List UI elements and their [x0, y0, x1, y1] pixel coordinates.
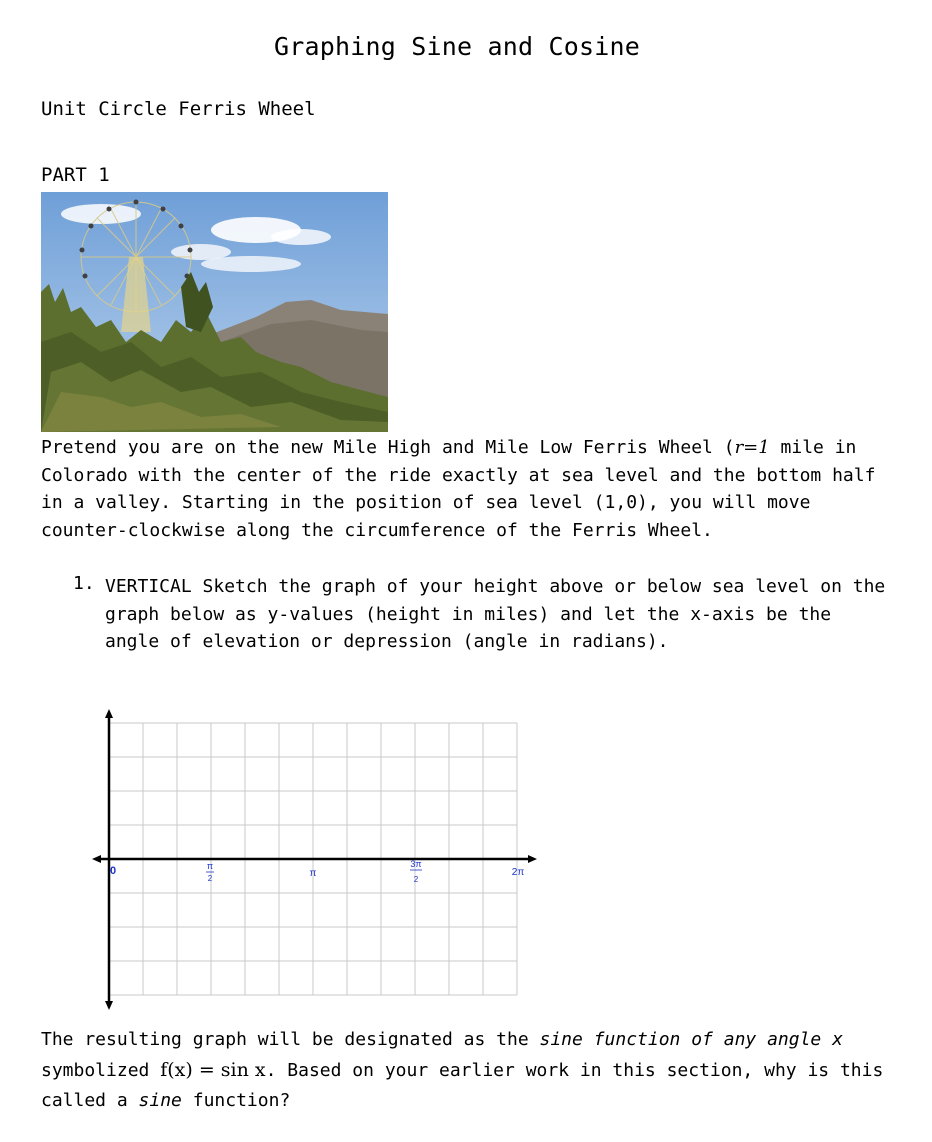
- section-subtitle: Unit Circle Ferris Wheel: [41, 98, 316, 120]
- sine-graph-grid: [88, 706, 548, 1012]
- tick-label-pi-over-2-num: π: [206, 861, 214, 871]
- part-label: PART 1: [41, 164, 110, 186]
- tick-label-0: 0: [110, 865, 117, 877]
- question-number: 1.: [73, 573, 95, 594]
- radius-equation: r=1: [734, 437, 770, 458]
- page-title: Graphing Sine and Cosine: [273, 32, 641, 61]
- tick-label-2pi: 2π: [511, 867, 525, 878]
- sine-word: sine: [138, 1090, 182, 1111]
- closing-paragraph: The resulting graph will be designated as the sine function of any angle x symbolized f(x) = sin x. Based on your earlier work in this section, why is this called a sine function?: [41, 1029, 884, 1111]
- sine-function-phrase: sine function of any angle x: [539, 1029, 843, 1050]
- tick-label-pi: π: [309, 868, 317, 879]
- ferris-wheel-photo: [41, 192, 388, 432]
- question-text: VERTICAL Sketch the graph of your height above or below sea level on the graph below as y-values (height in miles) and let the x-axis be the angle of elevation or depression (angle in radians).: [105, 576, 886, 652]
- intro-paragraph: Pretend you are on the new Mile High and Mile Low Ferris Wheel (r=1 mile in Colorado with the center of the ride exactly at sea level and the bottom half in a valley. Starting in the position of sea level (1,0), you will move counter-clockwise along the circumference of the Ferris Wheel.: [41, 437, 876, 541]
- tick-label-3pi-over-2-den: 2: [413, 875, 419, 884]
- tick-label-3pi-over-2-num: 3π: [410, 859, 422, 869]
- tick-label-pi-over-2-den: 2: [207, 874, 213, 883]
- sine-formula: f(x) = sin x: [160, 1059, 266, 1081]
